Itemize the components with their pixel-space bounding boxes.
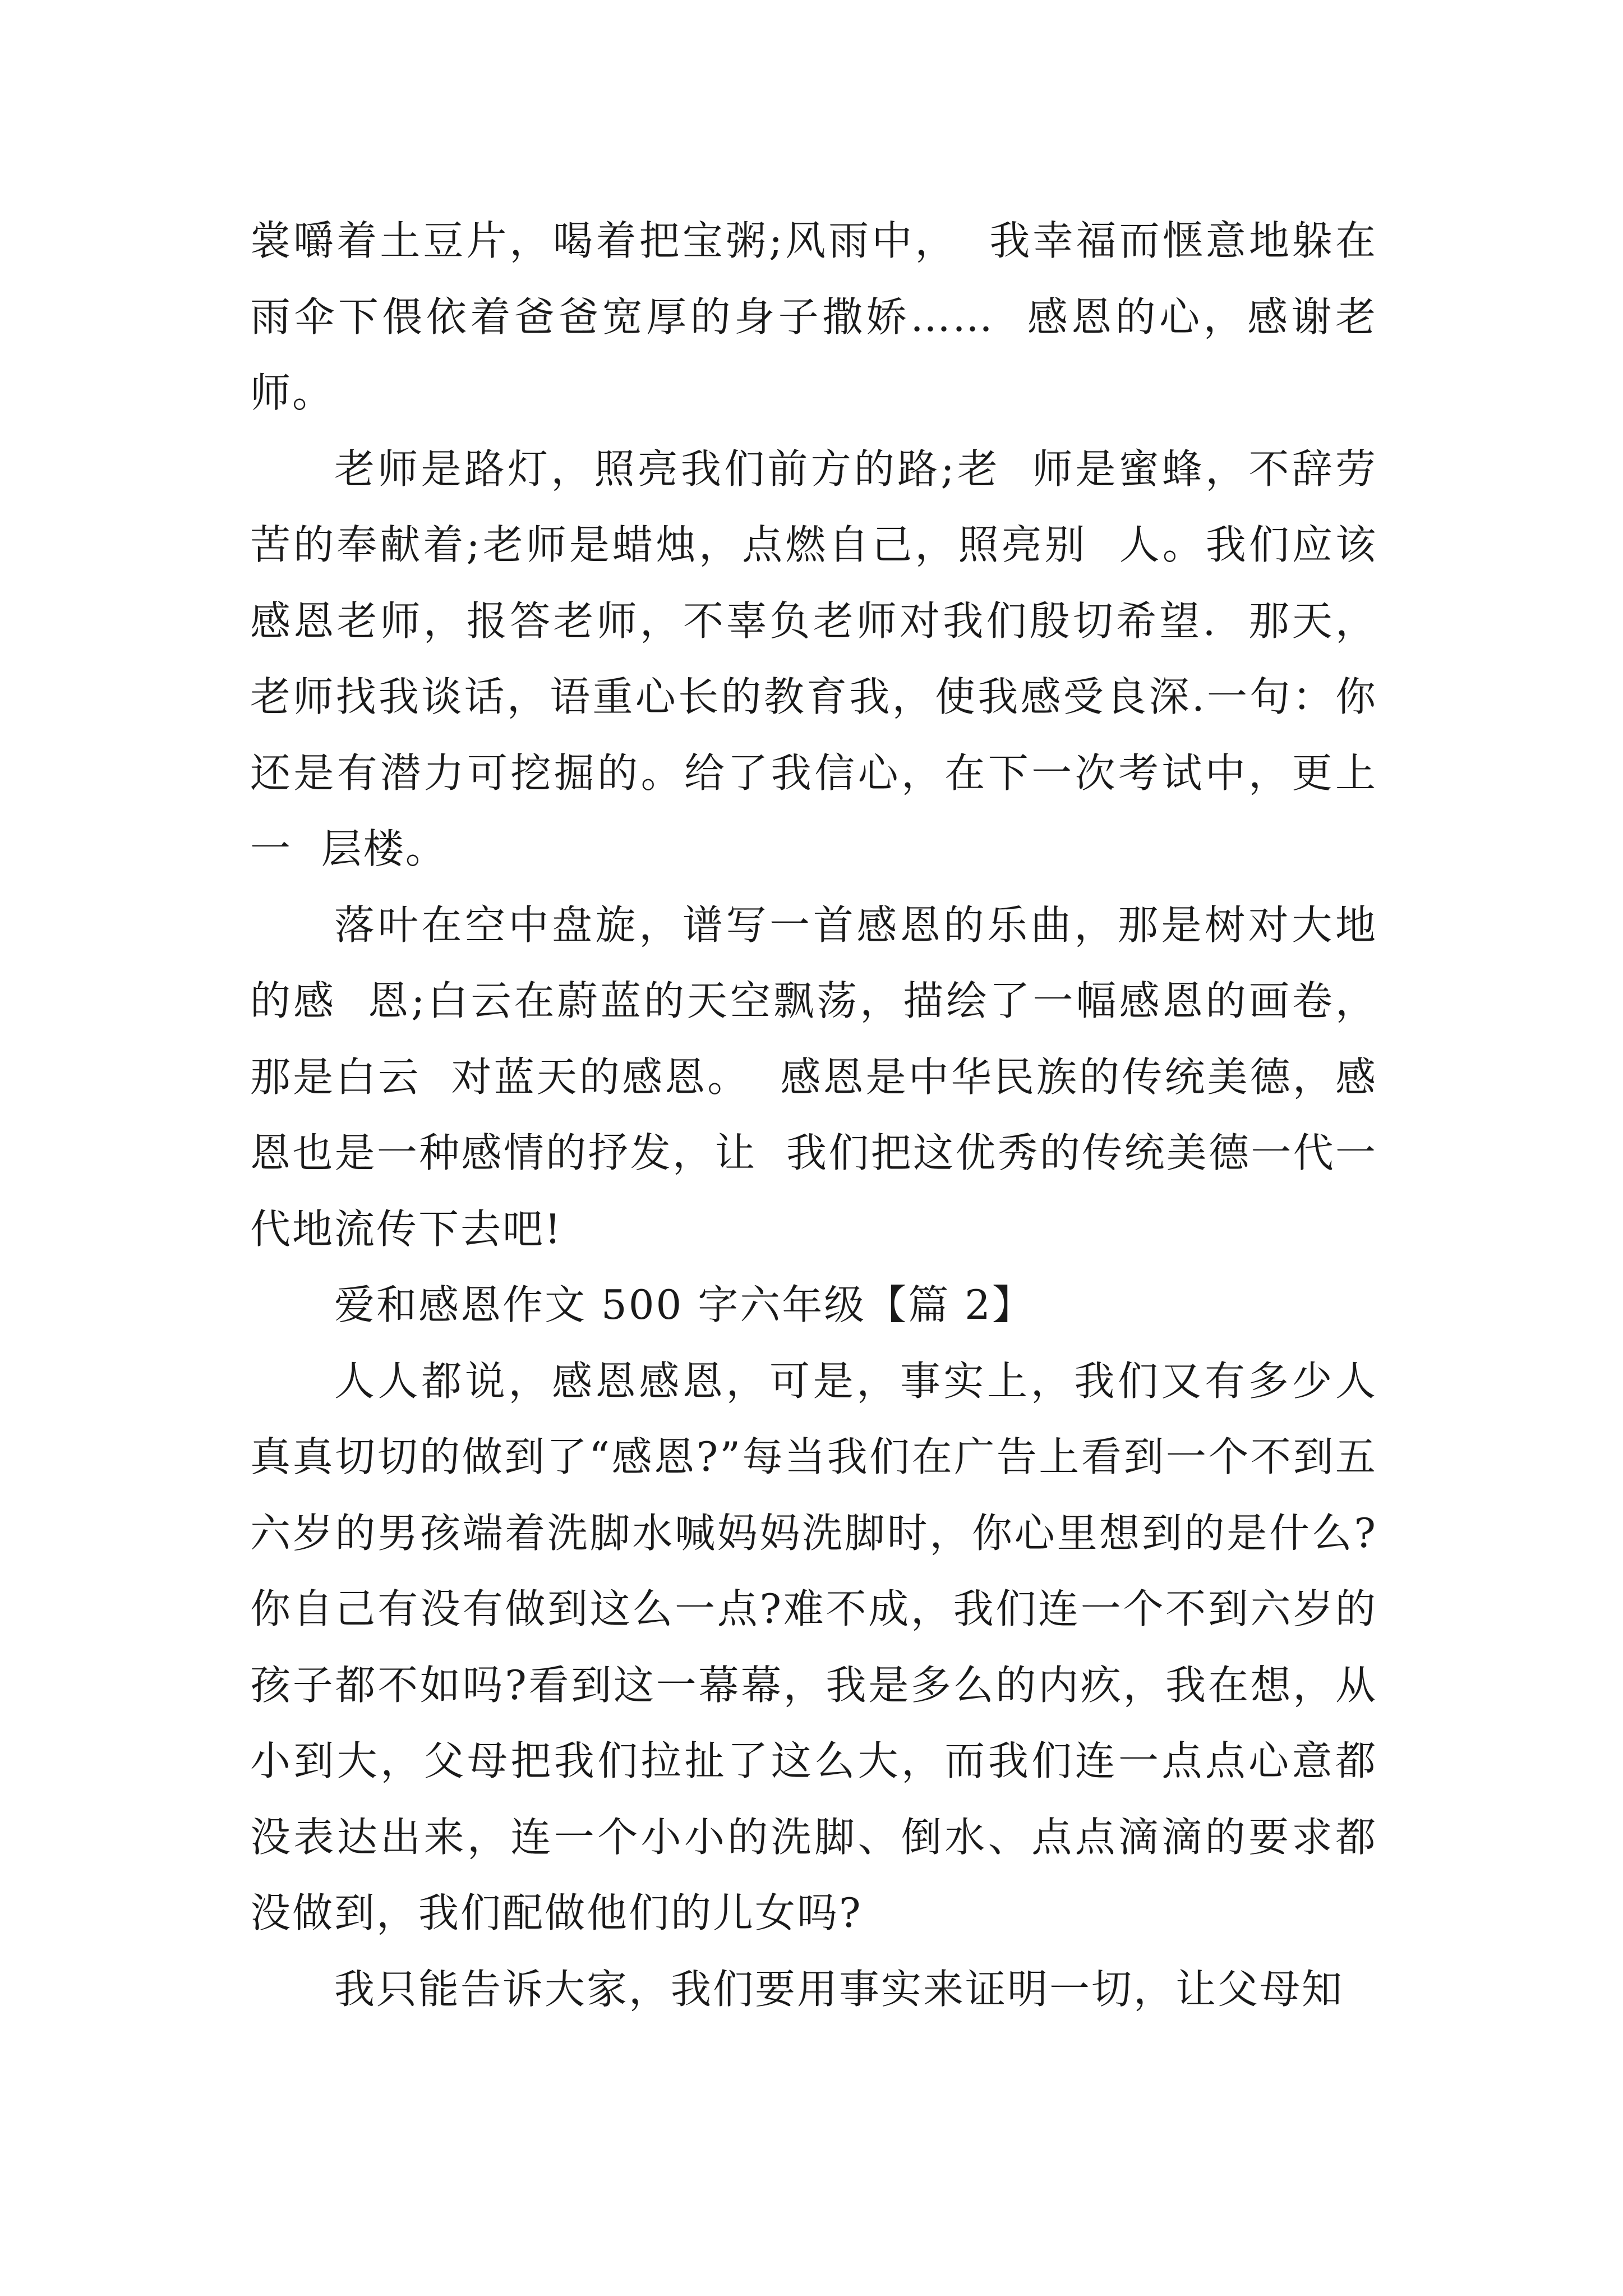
essay-body xyxy=(250,203,1377,2027)
paragraph-conclusion-start: 我只能告诉大家，我们要用事实来证明一切，让父母知 xyxy=(334,1965,1344,2013)
section-heading: 爱和感恩作文 500 字六年级【篇 2】 xyxy=(334,1281,1034,1328)
paragraph-teacher: 老师是路灯，照亮我们前方的路;老 师是蜜蜂，不辞劳苦的奉献着;老师是蜡烛，点燃自己，照亮别 人。我们应该感恩老师，报答老师，不辜负老师对我们殷切希望. 那天，老师找我谈话，语重心长的教育我，使我感受良深.一句：你还是有潜力可挖掘的。给了我信心，在下一次考试中，更上一 层楼。 xyxy=(250,445,1377,872)
paragraph-gratitude-nature: 落叶在空中盘旋，谱写一首感恩的乐曲，那是树对大地的感 恩;白云在蔚蓝的天空飘荡，描绘了一幅感恩的画卷，那是白云 对蓝天的感恩。 感恩是中华民族的传统美德，感恩也是一种感情的抒发，让 我们把这优秀的传统美德一代一代地流传下去吧! xyxy=(250,901,1377,1253)
paragraph-everyone-says: 人人都说，感恩感恩，可是，事实上，我们又有多少人真真切切的做到了“感恩?”每当我们在广告上看到一个不到五六岁的男孩端着洗脚水喊妈妈洗脚时，你心里想到的是什么?你自己有没有做到这么一点?难不成，我们连一个不到六岁的孩子都不如吗?看到这一幕幕，我是多么的内疚，我在想，从小到大，父母把我们拉扯了这么大，而我们连一点点心意都没表达出来，连一个小小的洗脚、倒水、点点滴滴的要求都没做到，我们配做他们的儿女吗? xyxy=(250,1357,1377,1936)
paragraph-continuation: 裳嚼着土豆片，喝着把宝粥;风雨中， 我幸福而惬意地躲在雨伞下偎依着爸爸宽厚的身子撒娇…… 感恩的心，感谢老师。 xyxy=(250,217,1377,416)
